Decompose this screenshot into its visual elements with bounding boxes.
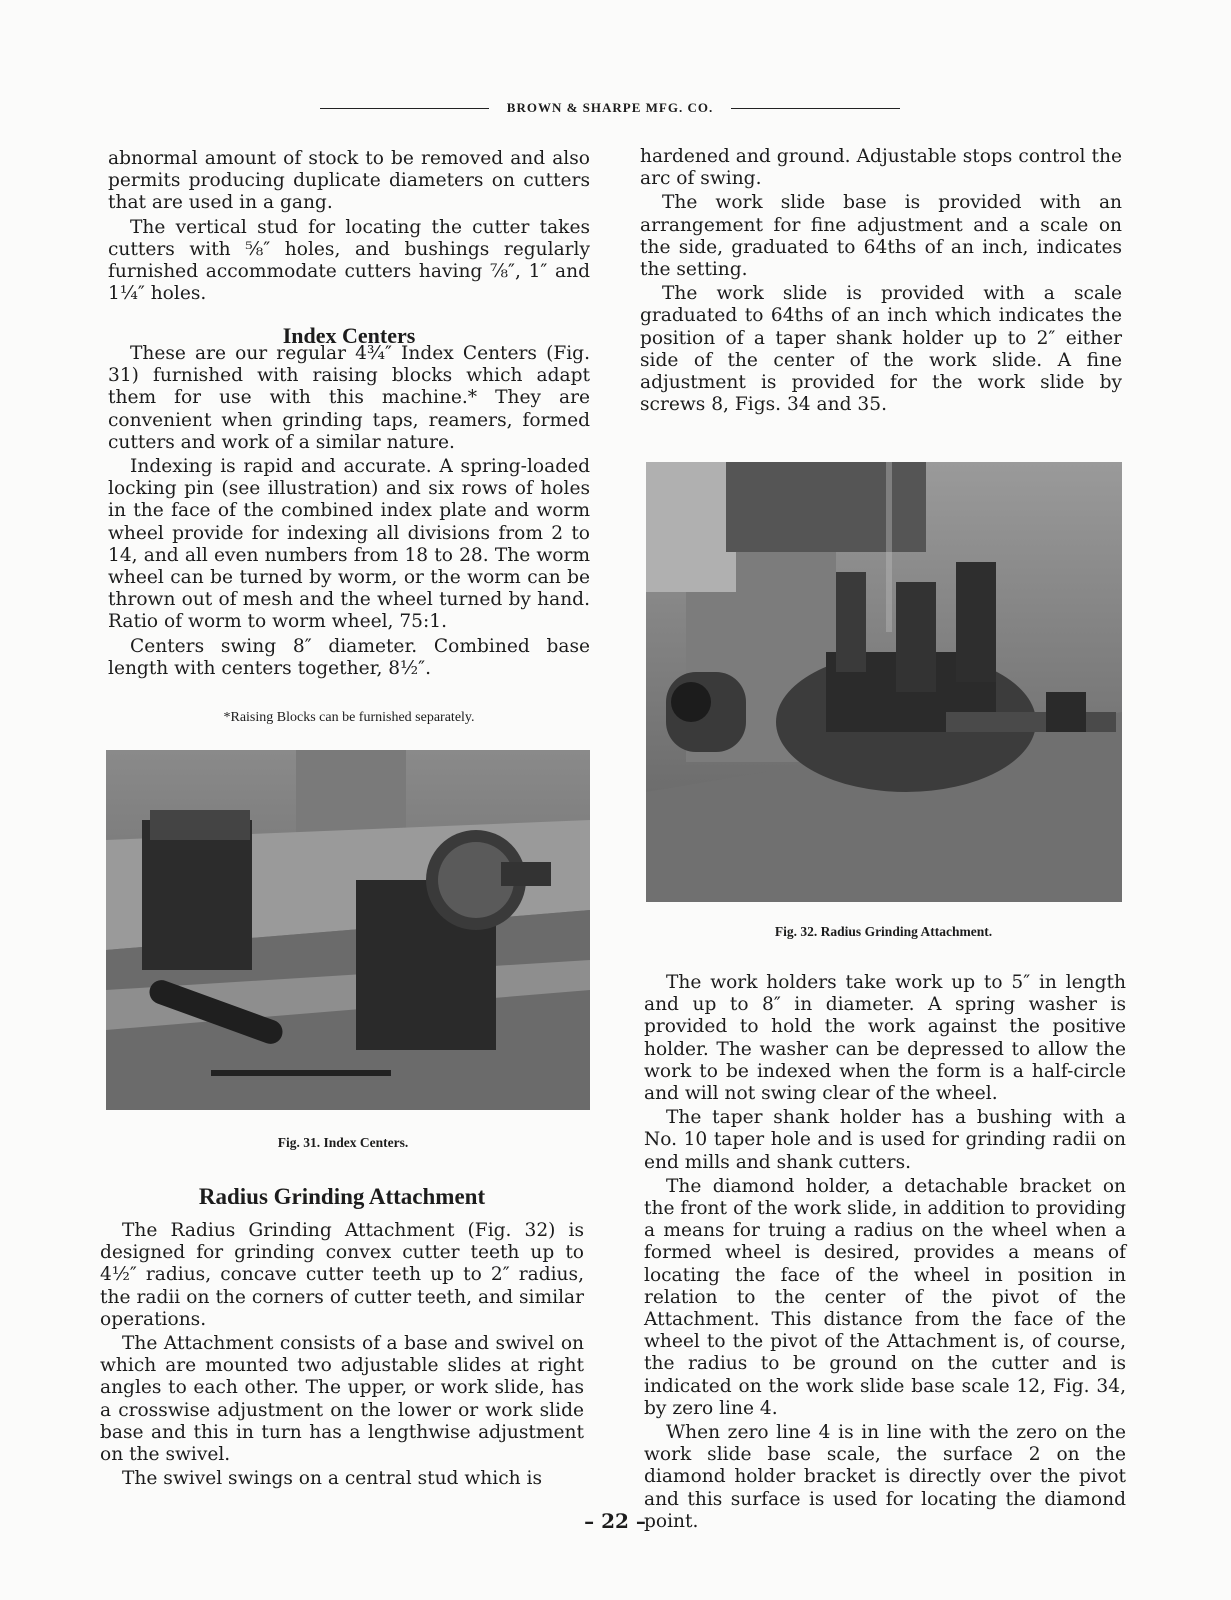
footnote: *Raising Blocks can be furnished separately.: [223, 710, 475, 725]
page-number: – 22 –: [584, 1509, 646, 1533]
header-rule-left: [320, 108, 489, 109]
section-heading-radius-grinding: Radius Grinding Attachment: [198, 1184, 486, 1209]
header-rule-right: [731, 108, 900, 109]
paragraph: When zero line 4 is in line with the zero on the work slide base scale, the surface 2 on the diamond holder bracket is directly over the pivot and this surface is used for locating the diamond point.: [644, 1422, 1126, 1532]
paragraph: The work slide base is provided with an arrangement for fine adjustment and a scale on the side, graduated to 64ths of an inch, indicates the setting.: [640, 192, 1122, 281]
figure-31-caption: Fig. 31. Index Centers.: [277, 1135, 409, 1150]
right-column-bottom: [644, 972, 1126, 1533]
paragraph: The swivel swings on a central stud which is: [122, 1468, 542, 1490]
paragraph: The taper shank holder has a bushing with a No. 10 taper hole and is used for grinding radii on end mills and shank cutters.: [644, 1107, 1126, 1173]
paragraph: The work holders take work up to 5″ in length and up to 8″ in diameter. A spring washer is provided to hold the work against the positive holder. The washer can be depressed to allow the work to be indexed when the form is a half-circle and will not swing clear of the wheel.: [644, 972, 1126, 1105]
paragraph: The vertical stud for locating the cutter takes cutters with ⅝″ holes, and bushings regularly furnished accommodate cutters having ⅞″, 1″ and 1¼″ holes.: [108, 216, 590, 305]
section-heading-index-centers: Index Centers: [282, 323, 416, 348]
paragraph: Indexing is rapid and accurate. A spring-loaded locking pin (see illustration) and six rows of holes in the face of the combined index plate and worm wheel provide for indexing all divisions from 2 to 14, and all even numbers from 18 to 28. The worm wheel can be turned by worm, or the worm can be thrown out of mesh and the wheel turned by hand. Ratio of worm to worm wheel, 75:1.: [108, 456, 590, 633]
header-title: BROWN & SHARPE MFG. CO.: [506, 100, 714, 115]
paragraph: The diamond holder, a detachable bracket on the front of the work slide, in addition to providing a means for truing a radius on the wheel when a formed wheel is desired, provides a means of locating the face of the wheel in position in relation to the center of the pivot of the Attachment. This distance from the face of the wheel to the pivot of the Attachment is, of course, the radius to be ground on the cutter and is indicated on the work slide base scale 12, Fig. 34, by zero line 4.: [644, 1175, 1126, 1419]
paragraph: These are our regular 4¾″ Index Centers (Fig. 31) furnished with raising blocks which adapt them for use with this machine.* They are convenient when grinding taps, reamers, formed cutters and work of a similar nature.: [108, 343, 590, 453]
index-centers-body: [108, 343, 590, 680]
paragraph: The work slide is provided with a scale graduated to 64ths of an inch which indicates the position of a taper shank holder up to 2″ either side of the center of the work slide. A fine adjustment is provided for the work slide by screws 8, Figs. 34 and 35.: [640, 283, 1122, 416]
left-column-intro: [108, 148, 590, 305]
running-header: [320, 96, 900, 120]
paragraph: Centers swing 8″ diameter. Combined base length with centers together, 8½″.: [108, 635, 590, 679]
paragraph: The Attachment consists of a base and swivel on which are mounted two adjustable slides at right angles to each other. The upper, or work slide, has a crosswise adjustment on the lower or work slide base and this in turn has a lengthwise adjustment on the swivel.: [100, 1333, 584, 1466]
radius-attachment-body: [100, 1220, 584, 1490]
right-column-top: [640, 146, 1122, 416]
paragraph: hardened and ground. Adjustable stops control the arc of swing.: [640, 146, 1122, 190]
paragraph: abnormal amount of stock to be removed and also permits producing duplicate diameters on cutters that are used in a gang.: [108, 148, 590, 214]
figure-31-photo: [106, 750, 590, 1110]
paragraph: The Radius Grinding Attachment (Fig. 32) is designed for grinding convex cutter teeth up to 4½″ radius, concave cutter teeth up to 2″ radius, the radii on the corners of cutter teeth, and similar operations.: [100, 1220, 584, 1330]
figure-32-photo: [646, 462, 1122, 902]
figure-32-caption: Fig. 32. Radius Grinding Attachment.: [774, 924, 993, 939]
